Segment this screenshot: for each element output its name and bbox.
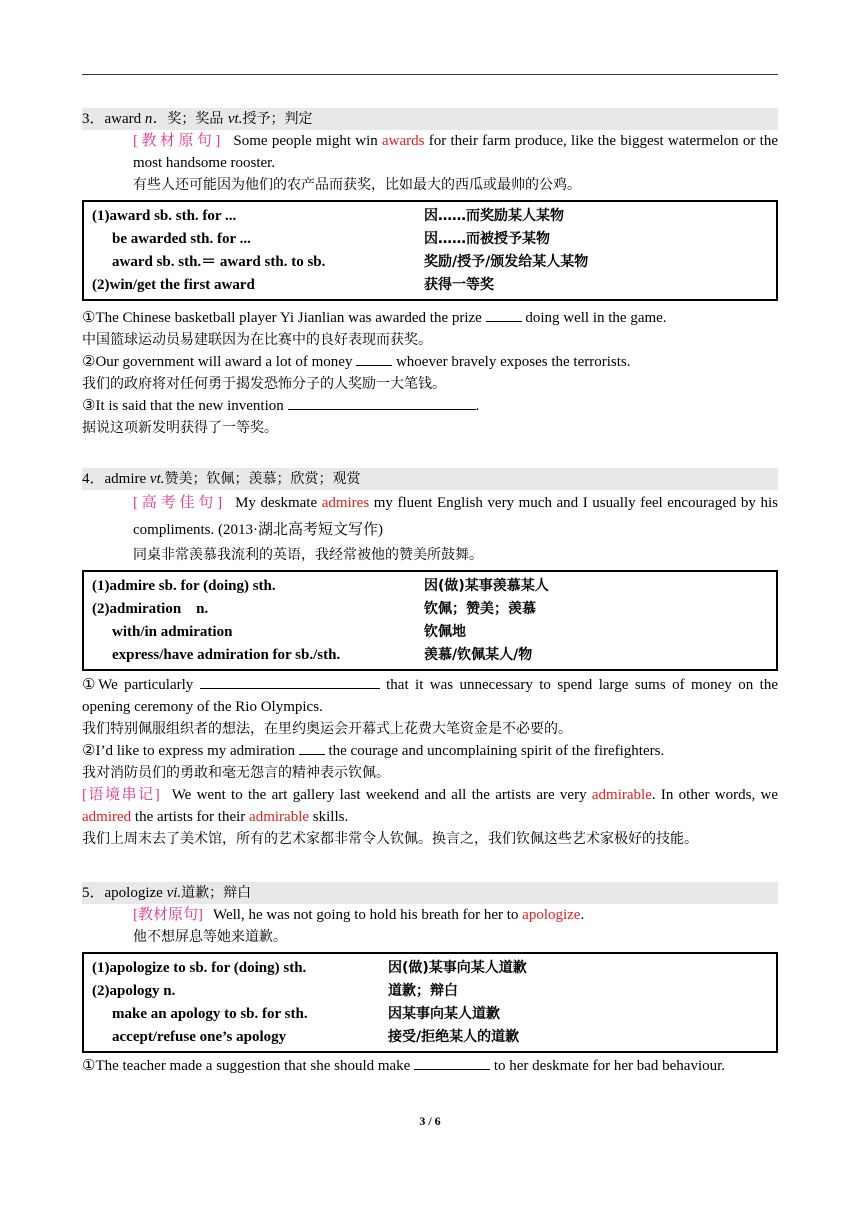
usage-cn: 因某事向某人道歉 <box>388 1006 500 1022</box>
usage-en: award sb. sth.＝ award sth. to sb. <box>112 254 326 270</box>
definition: 奖；奖品 <box>167 111 228 127</box>
usage-row <box>92 598 768 621</box>
usage-box <box>82 570 778 671</box>
text: skills. <box>309 809 349 825</box>
text: ①We particularly <box>82 677 200 693</box>
usage-row <box>92 575 768 598</box>
text: whoever bravely exposes the terrorists. <box>392 354 631 370</box>
text: . In other words, we <box>651 787 778 803</box>
text: the courage and uncomplaining spirit of the firefighters. <box>324 743 665 759</box>
answer-blank[interactable] <box>356 351 392 366</box>
usage-cn: 接受/拒绝某人的道歉 <box>388 1029 520 1045</box>
text: ①The Chinese basketball player Yi Jianlian was awarded the prize <box>82 310 486 326</box>
part-of-speech: n． <box>144 111 168 127</box>
source-sentence <box>133 490 778 544</box>
answer-blank[interactable] <box>288 395 476 410</box>
highlight-word: admirable <box>249 809 310 825</box>
section-heading <box>82 882 778 904</box>
answer-blank[interactable] <box>299 740 325 755</box>
answer-blank[interactable] <box>414 1055 490 1070</box>
context-tag: [语境串记] <box>82 787 160 803</box>
usage-box <box>82 952 778 1053</box>
usage-cn: 钦佩；赞美；羡慕 <box>424 601 536 617</box>
section-admire <box>82 468 778 850</box>
usage-cn: 奖励/授予/颁发给某人某物 <box>424 254 589 270</box>
context-translation: 我们上周末去了美术馆，所有的艺术家都非常令人钦佩。换言之，我们钦佩这些艺术家极好的技能。 <box>82 831 698 847</box>
headword: 3．award <box>82 111 145 127</box>
text: Well, he was not going to hold his breath for her to <box>213 907 523 923</box>
usage-en: (2)win/get the first award <box>92 277 255 293</box>
highlight-word: awards <box>382 133 425 149</box>
usage-cn: 因(做)某事羡慕某人 <box>424 578 549 594</box>
section-apologize <box>82 882 778 1077</box>
highlight-word: admirable <box>591 787 652 803</box>
headword: 4．admire <box>82 471 150 487</box>
usage-cn: 羡慕/钦佩某人/物 <box>424 647 533 663</box>
answer-blank[interactable] <box>486 307 522 322</box>
section-heading <box>82 468 778 490</box>
text: my fluent English very much and I usually feel encouraged by his compliments. (2013·湖北高考短文写作) <box>133 495 779 538</box>
exercise-translation: 我对消防员们的勇敢和毫无怨言的精神表示钦佩。 <box>82 765 390 781</box>
text: that it was unnecessary to spend large sums of money on the opening ceremony of the Rio Olympics. <box>82 677 778 715</box>
text: Some people might win <box>233 133 383 149</box>
source-tag: [教材原句] <box>133 133 224 149</box>
text: ②Our government will award a lot of money <box>82 354 357 370</box>
usage-en: (2)admiration n. <box>92 601 209 617</box>
part-of-speech: vi. <box>166 885 182 901</box>
usage-en: (1)apologize to sb. for (doing) sth. <box>92 960 307 976</box>
text: doing well in the game. <box>521 310 667 326</box>
usage-row <box>92 1026 768 1049</box>
exercise-translation: 我们特别佩服组织者的想法，在里约奥运会开幕式上花费大笔资金是不必要的。 <box>82 721 572 737</box>
part-of-speech: vt. <box>149 471 165 487</box>
usage-row <box>92 228 768 251</box>
usage-en: make an apology to sb. for sth. <box>112 1006 308 1022</box>
source-translation: 同桌非常羡慕我流利的英语，我经常被他的赞美所鼓舞。 <box>133 547 483 563</box>
text: to her deskmate for her bad behaviour. <box>490 1058 726 1074</box>
headword: 5．apologize <box>82 885 167 901</box>
exercise-2 <box>82 351 778 373</box>
source-translation: 他不想屏息等她来道歉。 <box>133 929 287 945</box>
usage-row <box>92 957 768 980</box>
source-tag: [高考佳句] <box>133 495 226 511</box>
exercise-1 <box>82 1055 778 1077</box>
text: the artists for their <box>131 809 250 825</box>
usage-en: (2)apology n. <box>92 983 176 999</box>
usage-row <box>92 621 768 644</box>
usage-en: accept/refuse one’s apology <box>112 1029 287 1045</box>
highlight-word: apologize <box>522 907 581 923</box>
text: My deskmate <box>235 495 322 511</box>
source-sentence <box>133 130 778 174</box>
exercise-translation: 中国篮球运动员易建联因为在比赛中的良好表现而获奖。 <box>82 332 432 348</box>
text: ③It is said that the new invention <box>82 398 288 414</box>
exercise-2 <box>82 740 778 762</box>
usage-row <box>92 644 768 667</box>
context-memo <box>82 784 778 828</box>
section-award <box>82 108 778 439</box>
exercise-3 <box>82 395 778 417</box>
definition: 道歉；辩白 <box>181 885 252 901</box>
text: ②I’d like to express my admiration <box>82 743 299 759</box>
usage-row <box>92 274 768 297</box>
source-tag: [教材原句] <box>133 907 203 923</box>
highlight-word: admires <box>321 495 370 511</box>
usage-row <box>92 251 768 274</box>
text: ①The teacher made a suggestion that she should make <box>82 1058 415 1074</box>
source-sentence <box>133 904 778 926</box>
usage-box <box>82 200 778 301</box>
usage-row <box>92 205 768 228</box>
usage-row <box>92 1003 768 1026</box>
usage-cn: 获得一等奖 <box>424 277 494 293</box>
usage-en: be awarded sth. for ... <box>112 231 251 247</box>
usage-cn: 因……而奖励某人某物 <box>424 208 564 224</box>
text: We went to the art gallery last weekend and all the artists are very <box>171 787 592 803</box>
usage-en: with/in admiration <box>112 624 233 640</box>
text: . <box>580 907 585 923</box>
usage-row <box>92 980 768 1003</box>
highlight-word: admired <box>82 809 132 825</box>
usage-cn: 因(做)某事向某人道歉 <box>388 960 527 976</box>
exercise-1 <box>82 674 778 718</box>
header-rule <box>82 74 778 75</box>
usage-cn: 道歉；辩白 <box>388 983 458 999</box>
source-translation: 有些人还可能因为他们的农产品而获奖，比如最大的西瓜或最帅的公鸡。 <box>133 177 581 193</box>
usage-en: (1)admire sb. for (doing) sth. <box>92 578 276 594</box>
page-number: 3 / 6 <box>419 1114 441 1128</box>
part-of-speech: vt. <box>227 111 243 127</box>
exercise-translation: 我们的政府将对任何勇于揭发恐怖分子的人奖励一大笔钱。 <box>82 376 446 392</box>
usage-cn: 因……而被授予某物 <box>424 231 550 247</box>
definition: 赞美；钦佩；羡慕；欣赏；观赏 <box>164 471 361 487</box>
exercise-translation: 据说这项新发明获得了一等奖。 <box>82 420 278 436</box>
answer-blank[interactable] <box>200 674 380 689</box>
definition: 授予；判定 <box>242 111 313 127</box>
usage-cn: 钦佩地 <box>424 624 466 640</box>
usage-en: (1)award sb. sth. for ... <box>92 208 237 224</box>
text: for their farm produce, like the biggest watermelon or the most handsome rooster. <box>133 133 778 171</box>
exercise-1 <box>82 307 778 329</box>
text: . <box>475 398 480 414</box>
usage-en: express/have admiration for sb./sth. <box>112 647 341 663</box>
section-heading <box>82 108 778 130</box>
